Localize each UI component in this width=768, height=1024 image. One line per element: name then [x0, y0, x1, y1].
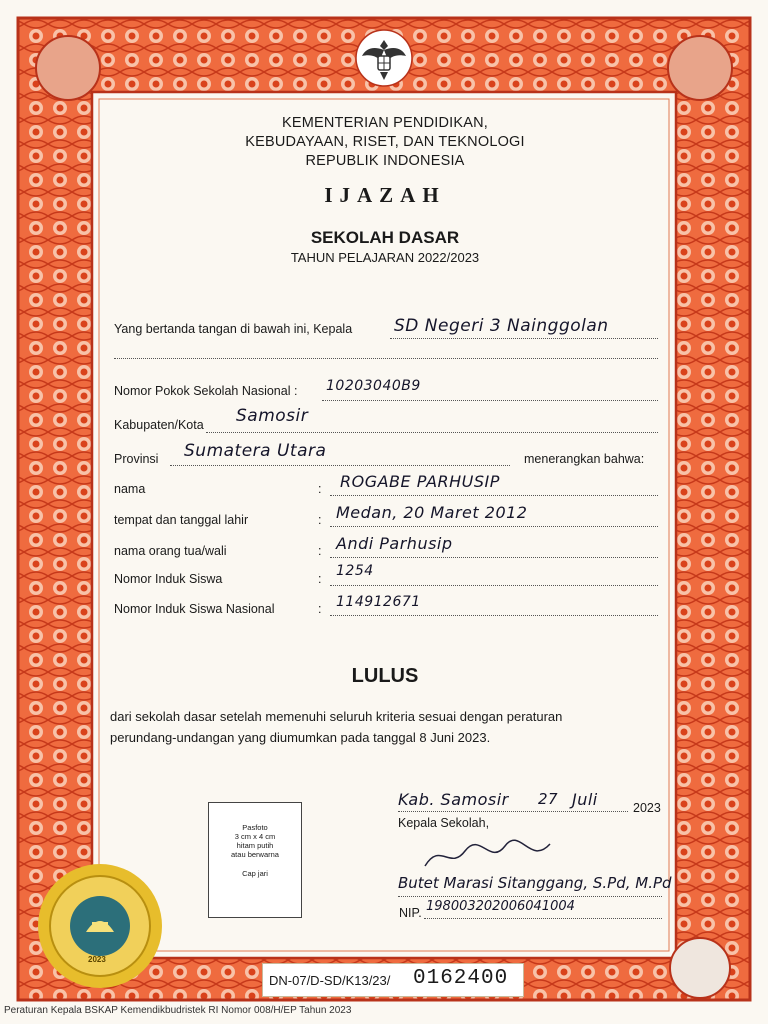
field-label-birth: tempat dan tanggal lahir	[114, 513, 249, 527]
states-label: menerangkan bahwa:	[524, 452, 645, 466]
signature-month: Juli	[572, 790, 598, 809]
regency-value: Samosir	[236, 406, 309, 426]
field-value-nis: 1254	[336, 563, 374, 579]
nip-label: NIP.	[399, 906, 422, 920]
serial-number: 0162400	[413, 967, 509, 990]
field-colon-parent: :	[318, 544, 322, 558]
field-colon-nisn: :	[318, 602, 322, 616]
field-value-name: ROGABE PARHUSIP	[340, 472, 500, 491]
field-dots-name	[330, 494, 658, 496]
npsn-value: 10203040B9	[326, 378, 421, 394]
signature-year: 2023	[633, 801, 661, 815]
ministry-name-line1: KEMENTERIAN PENDIDIKAN,	[281, 115, 489, 131]
signature-date-dots	[398, 810, 628, 812]
ministry-name-line3: REPUBLIK INDONESIA	[305, 153, 465, 169]
signature-position: Kepala Sekolah,	[398, 816, 490, 830]
principal-label: Yang bertanda tangan di bawah ini, Kepala	[114, 322, 353, 336]
field-label-nisn: Nomor Induk Siswa Nasional	[114, 602, 275, 616]
gold-seal-icon	[36, 862, 164, 990]
signature-scribble-icon	[420, 836, 560, 876]
field-colon-nis: :	[318, 572, 322, 586]
principal-school-continuation-dots	[114, 357, 658, 359]
field-dots-nis	[330, 584, 658, 586]
photo-box-line2: 3 cm x 4 cm	[234, 832, 276, 841]
serial-number-box	[262, 963, 524, 997]
principal-school-value: SD Negeri 3 Nainggolan	[394, 316, 609, 336]
paragraph-line2: perundang-undangan yang diumumkan pada tanggal 8 Juni 2023.	[110, 730, 491, 745]
regency-dots	[206, 431, 658, 433]
result-status: LULUS	[351, 665, 419, 687]
regency-label: Kabupaten/Kota	[114, 418, 204, 432]
photo-box-line5: Cap jari	[242, 869, 268, 878]
nip-dots	[424, 917, 662, 919]
nip-value: 198003202006041004	[426, 899, 575, 914]
serial-code: DN-07/D-SD/K13/23/	[269, 973, 391, 988]
photo-box-line3: hitam putih	[236, 841, 274, 850]
principal-name-dots	[398, 895, 662, 897]
field-dots-parent	[330, 556, 658, 558]
province-dots	[170, 464, 510, 466]
field-dots-birth	[330, 525, 658, 527]
principal-name: Butet Marasi Sitanggang, S.Pd, M.Pd	[398, 874, 672, 892]
field-colon-name: :	[318, 482, 322, 496]
field-colon-birth: :	[318, 513, 322, 527]
field-value-parent: Andi Parhusip	[336, 534, 453, 553]
regulation-footnote: Peraturan Kepala BSKAP Kemendikbudristek RI Nomor 008/H/EP Tahun 2023	[4, 1005, 352, 1016]
npsn-dots	[322, 399, 658, 401]
photo-box-line1: Pasfoto	[242, 823, 268, 832]
signature-place: Kab. Samosir	[398, 790, 509, 809]
document-title: IJAZAH	[324, 183, 446, 207]
field-label-nis: Nomor Induk Siswa	[114, 572, 223, 586]
photo-box	[208, 802, 302, 918]
garuda-emblem-icon	[354, 28, 414, 88]
paragraph-line1: dari sekolah dasar setelah memenuhi seluruh kriteria sesuai dengan peraturan	[110, 709, 563, 724]
field-dots-nisn	[330, 614, 658, 616]
ministry-name-line2: KEBUDAYAAN, RISET, DAN TEKNOLOGI	[245, 134, 525, 150]
province-value: Sumatera Utara	[184, 441, 327, 461]
field-label-parent: nama orang tua/wali	[114, 544, 227, 558]
seal-label: 2023	[88, 955, 106, 964]
principal-school-dots	[390, 337, 658, 339]
province-label: Provinsi	[114, 452, 159, 466]
field-value-nisn: 114912671	[336, 594, 421, 610]
academic-year: TAHUN PELAJARAN 2022/2023	[290, 250, 480, 265]
school-level: SEKOLAH DASAR	[310, 228, 460, 247]
photo-box-line4: atau berwarna	[231, 850, 279, 859]
field-value-birth: Medan, 20 Maret 2012	[336, 503, 528, 522]
npsn-label: Nomor Pokok Sekolah Nasional :	[114, 384, 298, 398]
field-label-name: nama	[114, 482, 146, 496]
signature-day: 27	[538, 790, 559, 808]
